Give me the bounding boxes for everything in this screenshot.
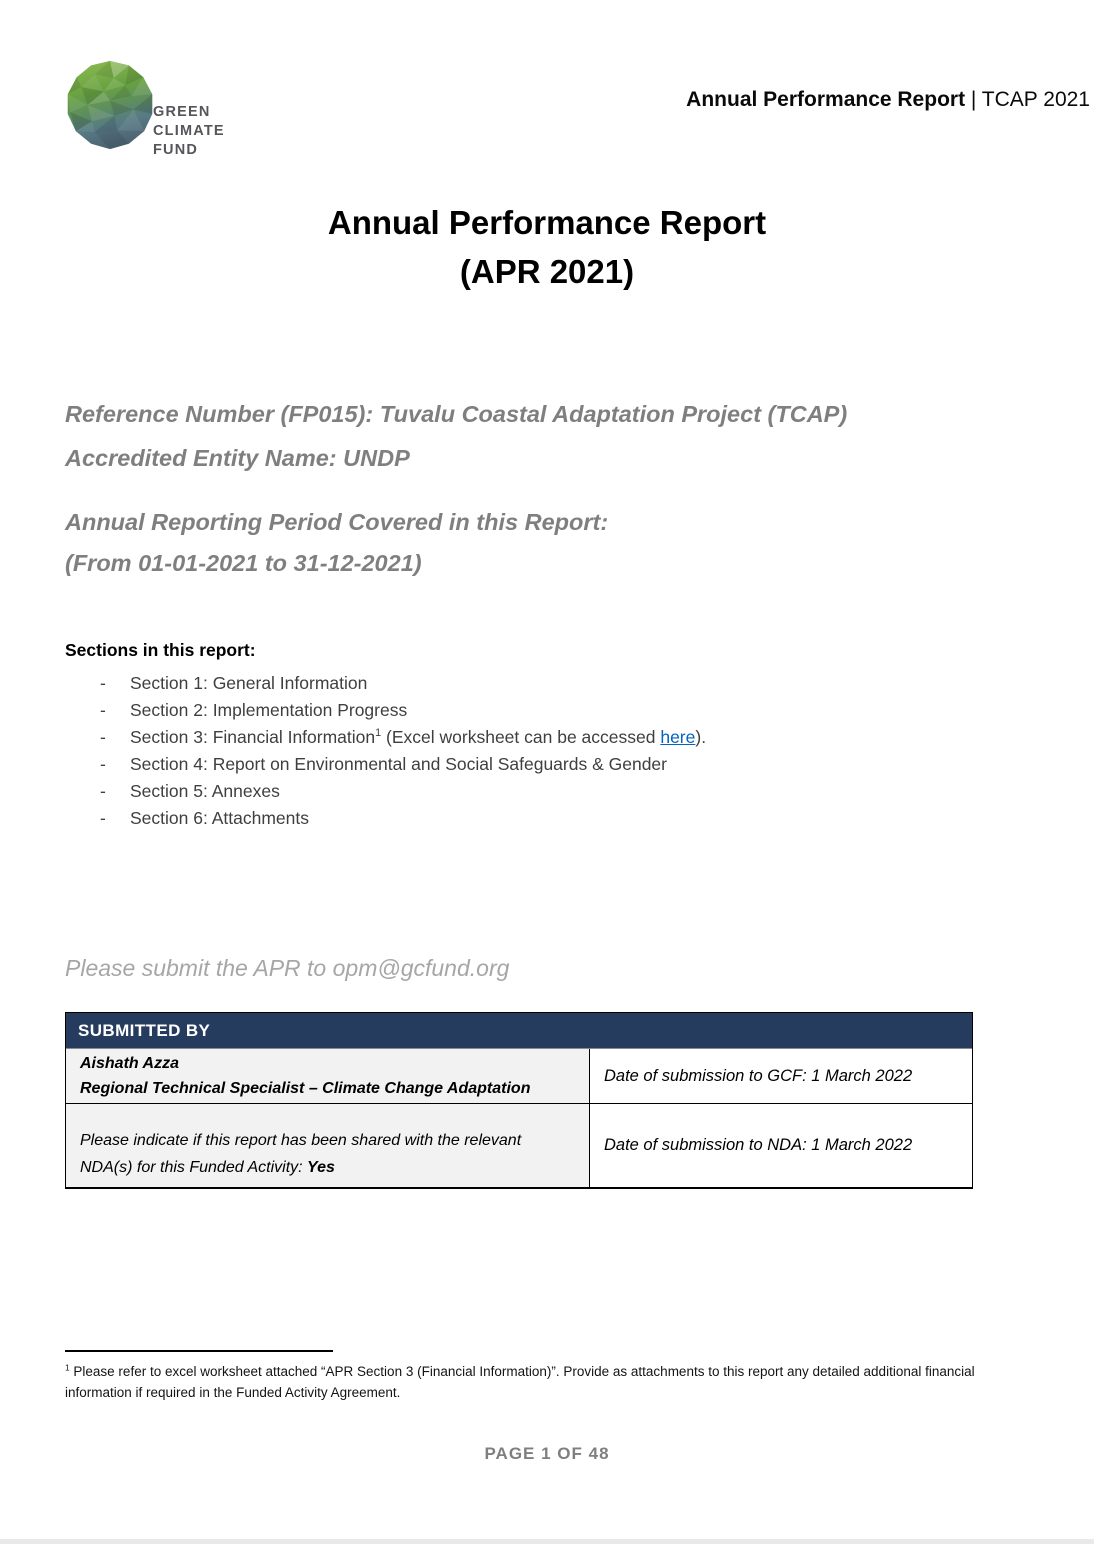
- gcf-logo-line3: FUND: [153, 142, 199, 158]
- list-item-section-1: [65, 670, 965, 697]
- list-item-section-5: [65, 778, 965, 805]
- nda-submission-date-cell: Date of submission to NDA: 1 March 2022: [590, 1104, 972, 1187]
- page-number: PAGE 1 OF 48: [484, 1444, 610, 1463]
- section-1-label: Section 1: General Information: [130, 673, 368, 693]
- reference-number: Reference Number (FP015): Tuvalu Coastal Adaptation Project (TCAP): [65, 401, 848, 427]
- page-bottom-edge: [0, 1539, 1094, 1544]
- footnote-marker: 1: [65, 1362, 70, 1373]
- excel-worksheet-link[interactable]: here: [660, 727, 696, 747]
- table-row: [66, 1103, 972, 1187]
- running-header-product: Annual Performance Report: [686, 88, 966, 111]
- gcf-logo-line2: CLIMATE: [153, 123, 225, 139]
- footnote-reference-mark: 1: [375, 727, 382, 740]
- sections-heading: Sections in this report:: [65, 640, 256, 660]
- list-dash: -: [100, 781, 106, 801]
- running-header-context: | TCAP 2021: [965, 88, 1090, 111]
- page-title: [0, 198, 1094, 296]
- list-dash: -: [100, 727, 106, 747]
- footnote-body: Please refer to excel worksheet attached “APR Section 3 (Financial Information)”. Provide as attachments to this report any detailed additional financial information if required in the Funded Activity Agreement.: [65, 1364, 975, 1400]
- submitted-by-table: [65, 1012, 973, 1189]
- footnote-text: [65, 1361, 1037, 1403]
- submit-instruction: Please submit the APR to opm@gcfund.org: [65, 955, 510, 981]
- section-3-mid: (Excel worksheet can be accessed: [381, 727, 661, 747]
- gcf-logo: [65, 58, 305, 168]
- submitter-role: Regional Technical Specialist – Climate Change Adaptation: [80, 1080, 531, 1097]
- nda-shared-cell: [66, 1104, 590, 1187]
- section-3-prefix: Section 3: Financial Information: [130, 727, 376, 747]
- gcf-logo-line1: GREEN: [153, 104, 211, 120]
- table-header-submitted-by: SUBMITTED BY: [66, 1013, 972, 1049]
- reporting-period-block: [65, 502, 608, 584]
- footnote: [65, 1350, 1037, 1403]
- section-2-label: Section 2: Implementation Progress: [130, 700, 408, 720]
- list-dash: -: [100, 754, 106, 774]
- list-dash: -: [100, 808, 106, 828]
- accredited-entity: Accredited Entity Name: UNDP: [65, 445, 410, 471]
- sections-list: [65, 640, 965, 832]
- reference-block: [65, 392, 847, 480]
- section-3-suffix: ).: [695, 727, 707, 747]
- submitter-name: Aishath Azza: [80, 1055, 179, 1072]
- section-3-label: [130, 724, 706, 751]
- section-6-label: Section 6: Attachments: [130, 808, 309, 828]
- gcf-logo-wordmark: [153, 103, 225, 160]
- running-header: [686, 88, 1090, 112]
- list-item-section-2: [65, 697, 965, 724]
- table-row: [66, 1049, 972, 1103]
- list-dash: -: [100, 673, 106, 693]
- gcf-submission-date-cell: Date of submission to GCF: 1 March 2022: [590, 1049, 972, 1103]
- list-item-section-3: [65, 724, 965, 751]
- section-4-label: Section 4: Report on Environmental and Social Safeguards & Gender: [130, 754, 667, 774]
- reporting-period-label: Annual Reporting Period Covered in this Report:: [65, 509, 609, 535]
- section-5-label: Section 5: Annexes: [130, 781, 280, 801]
- list-dash: -: [100, 700, 106, 720]
- nda-shared-text: [80, 1128, 575, 1181]
- gcf-globe-icon: [65, 60, 155, 150]
- nda-shared-answer: Yes: [307, 1158, 335, 1176]
- list-item-section-4: [65, 751, 965, 778]
- footnote-separator: [65, 1350, 333, 1352]
- page-title-line2: (APR 2021): [459, 253, 635, 290]
- nda-shared-question: Please indicate if this report has been shared with the relevant NDA(s) for this Funded Activity:: [80, 1132, 522, 1176]
- reporting-period-range: (From 01-01-2021 to 31-12-2021): [65, 550, 422, 576]
- page-title-line1: Annual Performance Report: [327, 204, 767, 241]
- list-item-section-6: [65, 805, 965, 832]
- submitter-cell: [66, 1049, 590, 1103]
